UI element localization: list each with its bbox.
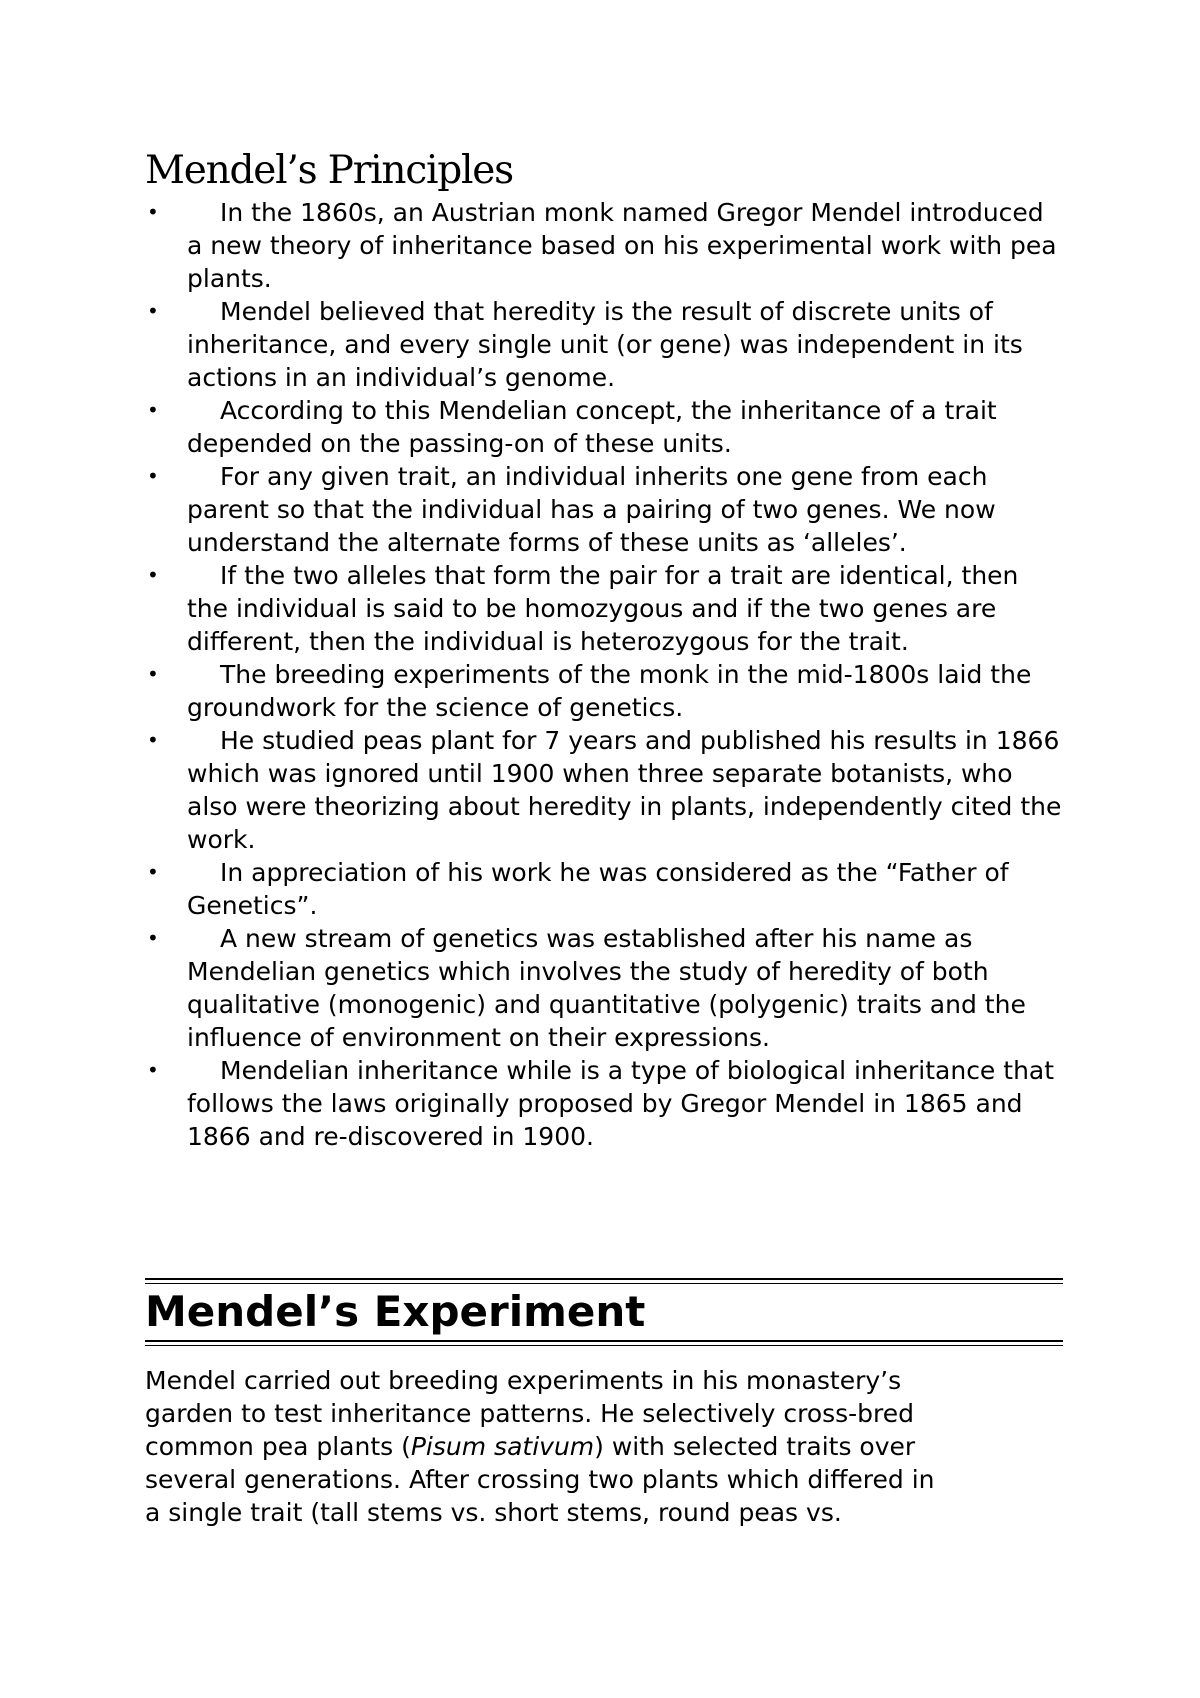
list-item <box>145 394 1065 460</box>
paragraph-text: common pea plants ( <box>145 1432 411 1461</box>
paragraph-line: several generations. After crossing two plants which differed in <box>145 1465 935 1494</box>
list-item <box>145 559 1065 658</box>
list-item <box>145 724 1065 856</box>
principles-heading: Mendel’s Principles <box>145 148 513 193</box>
paragraph-line: Mendel carried out breeding experiments in his monastery’s <box>145 1366 902 1395</box>
list-item <box>145 295 1065 394</box>
principles-list <box>145 196 1065 1153</box>
heading-top-rule <box>145 1278 1063 1284</box>
list-item <box>145 658 1065 724</box>
list-item-text: According to this Mendelian concept, the inheritance of a trait depended on the passing-on of these units. <box>187 396 997 458</box>
bullet-icon: • <box>147 926 159 950</box>
paragraph-text: ) with selected traits over <box>594 1432 916 1461</box>
list-item-text: If the two alleles that form the pair for a trait are identical, then the individual is said to be homozygous and if the two genes are different, then the individual is heterozygous for the trait. <box>187 561 1019 656</box>
list-item <box>145 196 1065 295</box>
bullet-icon: • <box>147 200 159 224</box>
list-item-text: The breeding experiments of the monk in the mid-1800s laid the groundwork for the science of genetics. <box>187 660 1032 722</box>
list-item-text: He studied peas plant for 7 years and published his results in 1866 which was ignored until 1900 when three separate botanists, who also were theorizing about heredity in plants, independently cited the work. <box>187 726 1062 854</box>
bullet-icon: • <box>147 563 159 587</box>
heading-bottom-rule <box>145 1340 1063 1346</box>
bullet-icon: • <box>147 1058 159 1082</box>
list-item-text: Mendelian inheritance while is a type of biological inheritance that follows the laws originally proposed by Gregor Mendel in 1865 and 1866 and re-discovered in 1900. <box>187 1056 1055 1151</box>
list-item <box>145 922 1065 1054</box>
list-item-text: In appreciation of his work he was considered as the “Father of Genetics”. <box>187 858 1009 920</box>
bullet-icon: • <box>147 299 159 323</box>
bullet-icon: • <box>147 464 159 488</box>
list-item-text: In the 1860s, an Austrian monk named Gregor Mendel introduced a new theory of inheritance based on his experimental work with pea plants. <box>187 198 1057 293</box>
experiment-heading: Mendel’s Experiment <box>145 1287 646 1336</box>
list-item-text: A new stream of genetics was established after his name as Mendelian genetics which involves the study of heredity of both qualitative (monogenic) and quantitative (polygenic) traits and the influence of environment on their expressions. <box>187 924 1026 1052</box>
paragraph-line <box>145 1430 1065 1463</box>
bullet-icon: • <box>147 662 159 686</box>
list-item <box>145 460 1065 559</box>
list-item <box>145 856 1065 922</box>
paragraph-line: garden to test inheritance patterns. He selectively cross-bred <box>145 1399 915 1428</box>
list-item-text: Mendel believed that heredity is the result of discrete units of inheritance, and every single unit (or gene) was independent in its actions in an individual’s genome. <box>187 297 1023 392</box>
bullet-icon: • <box>147 860 159 884</box>
paragraph-line: a single trait (tall stems vs. short stems, round peas vs. <box>145 1498 842 1527</box>
experiment-paragraph <box>145 1364 1065 1529</box>
species-name: Pisum sativum <box>410 1432 595 1461</box>
list-item <box>145 1054 1065 1153</box>
list-item-text: For any given trait, an individual inherits one gene from each parent so that the individual has a pairing of two genes. We now understand the alternate forms of these units as ‘alleles’. <box>187 462 996 557</box>
bullet-icon: • <box>147 398 159 422</box>
bullet-icon: • <box>147 728 159 752</box>
